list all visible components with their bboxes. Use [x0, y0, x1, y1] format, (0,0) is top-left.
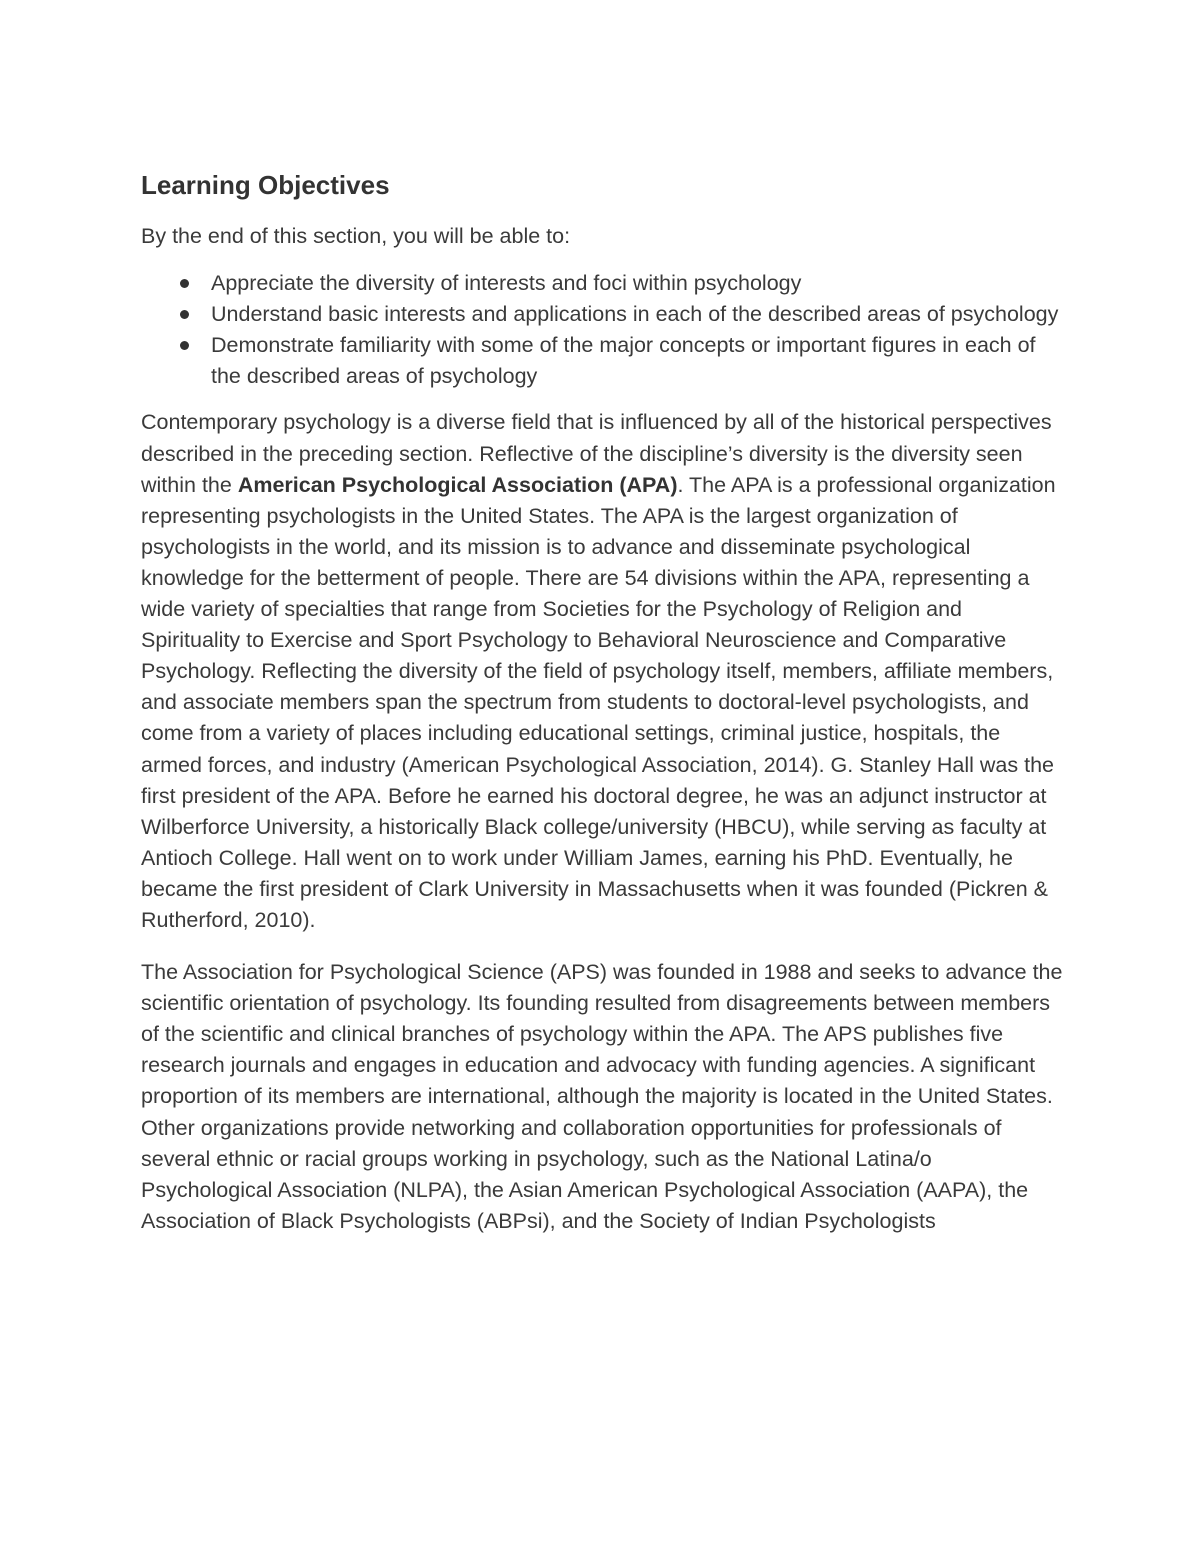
intro-text: By the end of this section, you will be able to:	[141, 224, 571, 248]
list-item	[211, 268, 1066, 299]
objective-text: Demonstrate familiarity with some of the major concepts or important figures in each of the described areas of psychology	[211, 333, 1036, 389]
document-page	[141, 166, 1066, 1258]
body-paragraph-apa	[141, 407, 1066, 936]
learning-objectives-list	[141, 268, 1066, 392]
body-paragraph-aps: The Association for Psychological Science (APS) was founded in 1988 and seeks to advance the scientific orientation of psychology. Its founding resulted from disagreements between members of the scientific and clinical branches of psychology within the APA. The APS publishes five research journals and engages in education and advocacy with funding agencies. A significant proportion of its members are international, although the majority is located in the United States. Other organizations provide networking and collaboration opportunities for professionals of several ethnic or racial groups working in psychology, such as the National Latina/o Psychological Association (NLPA), the Asian American Psychological Association (AAPA), the Association of Black Psychologists (ABPsi), and the Society of Indian Psychologists	[141, 960, 1063, 1233]
paragraph-text: . The APA is a professional organization representing psychologists in the United States. The APA is the largest organization of psychologists in the world, and its mission is to advance and disseminate psychological knowledge for the betterment of people. There are 54 divisions within the APA, representing a wide variety of specialties that range from Societies for the Psychology of Religion and Spirituality to Exercise and Sport Psychology to Behavioral Neuroscience and Comparative Psychology. Reflecting the diversity of the field of psychology itself, members, affiliate members, and associate members span the spectrum from students to doctoral-level psychologists, and come from a variety of places including educational settings, criminal justice, hospitals, the armed forces, and industry (American Psychological Association, 2014). G. Stanley Hall was the first president of the APA. Before he earned his doctoral degree, he was an adjunct instructor at Wilberforce University, a historically Black college/university (HBCU), while serving as faculty at Antioch College. Hall went on to work under William James, earning his PhD. Eventually, he became the first president of Clark University in Massachusetts when it was founded (Pickren & Rutherford, 2010).	[141, 472, 1056, 932]
section-heading: Learning Objectives	[141, 170, 390, 200]
bullet-icon	[180, 279, 189, 288]
bullet-icon	[180, 341, 189, 350]
bullet-icon	[180, 310, 189, 319]
objective-text: Appreciate the diversity of interests and foci within psychology	[211, 271, 802, 296]
objective-text: Understand basic interests and applications in each of the described areas of psychology	[211, 302, 1059, 327]
list-item	[211, 299, 1066, 330]
list-item	[211, 330, 1066, 392]
apa-term: American Psychological Association (APA)	[237, 472, 678, 497]
paragraph-text: Contemporary psychology is a diverse field that is influenced by all of the historical perspectives described in the preceding section. Reflective of the discipline’s diversity is the diversity seen within the	[141, 410, 1052, 497]
